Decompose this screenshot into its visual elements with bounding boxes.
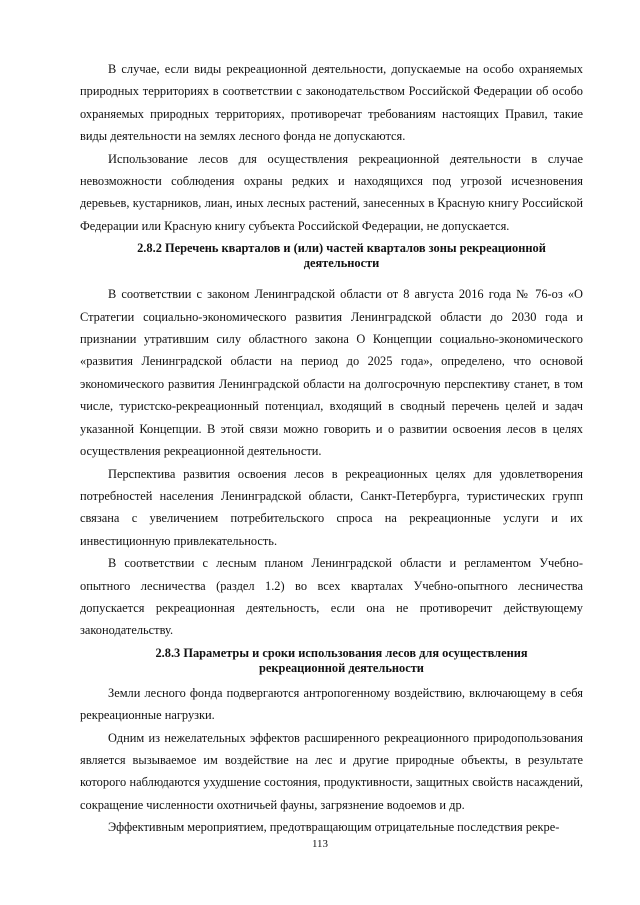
- paragraph: Одним из нежелательных эффектов расширенного рекреационного природопользования является вызываемое им воздействие на лес и другие природные объекты, в результате которого наблюдаются ухудшение состояния, продуктивности, защитных свойств насаждений, сокращение численности охотничьей фауны, загрязнение водоемов и др.: [80, 730, 583, 812]
- paragraph: В соответствии с лесным планом Ленинградской области и регламентом Учебно-опытного лесничества (раздел 1.2) во всех кварталах Учебно-опытного лесничества допускается рекреационная деятельность, если она не противоречит действующему законодательству.: [80, 556, 583, 638]
- paragraph: Земли лесного фонда подвергаются антропогенному воздействию, включающему в себя рекреационные нагрузки.: [80, 685, 583, 723]
- paragraph: Эффективным мероприятием, предотвращающим отрицательные последствия рекре-: [108, 820, 560, 835]
- paragraph: В соответствии с законом Ленинградской области от 8 августа 2016 года № 76-оз «О Стратегии социально-экономического развития Ленинградской области до 2030 года и признании утратившим силу областного закона О Концепции социально-экономического «развития Ленинградской области на период до 2025 года», определено, что основой экономического развития Ленинградской области на долгосрочную перспективу станет, в том числе, туристско-рекреационный потенциал, входящий в сводный перечень целей и задач указанной Концепции. В этой связи можно говорить и о развитии освоения лесов в целях осуществления рекреационной деятельности.: [80, 287, 583, 459]
- document-page: [80, 58, 583, 839]
- paragraph: В случае, если виды рекреационной деятельности, допускаемые на особо охраняемых природных территориях в соответствии с законодательством Российской Федерации об особо охраняемых природных территориях, противоречат требованиям настоящих Правил, такие виды деятельности на землях лесного фонда не допускаются.: [80, 62, 583, 144]
- section-heading-2-8-2: 2.8.2 Перечень кварталов и (или) частей кварталов зоны рекреационной деятельности: [137, 241, 546, 271]
- paragraph: Использование лесов для осуществления рекреационной деятельности в случае невозможности соблюдения охраны редких и находящихся под угрозой исчезновения деревьев, кустарников, лиан, иных лесных растений, занесенных в Красную книгу Российской Федерации или Красную книгу субъекта Российской Федерации, не допускается.: [80, 151, 583, 233]
- section-heading-2-8-3: 2.8.3 Параметры и сроки использования лесов для осуществления рекреационной деятельности: [155, 645, 528, 675]
- paragraph: Перспектива развития освоения лесов в рекреационных целях для удовлетворения потребностей населения Ленинградской области, Санкт-Петербурга, туристических групп связана с увеличением потребительского спроса на рекреационные услуги и их инвестиционную привлекательность.: [80, 466, 583, 548]
- page-number: 113: [311, 838, 329, 850]
